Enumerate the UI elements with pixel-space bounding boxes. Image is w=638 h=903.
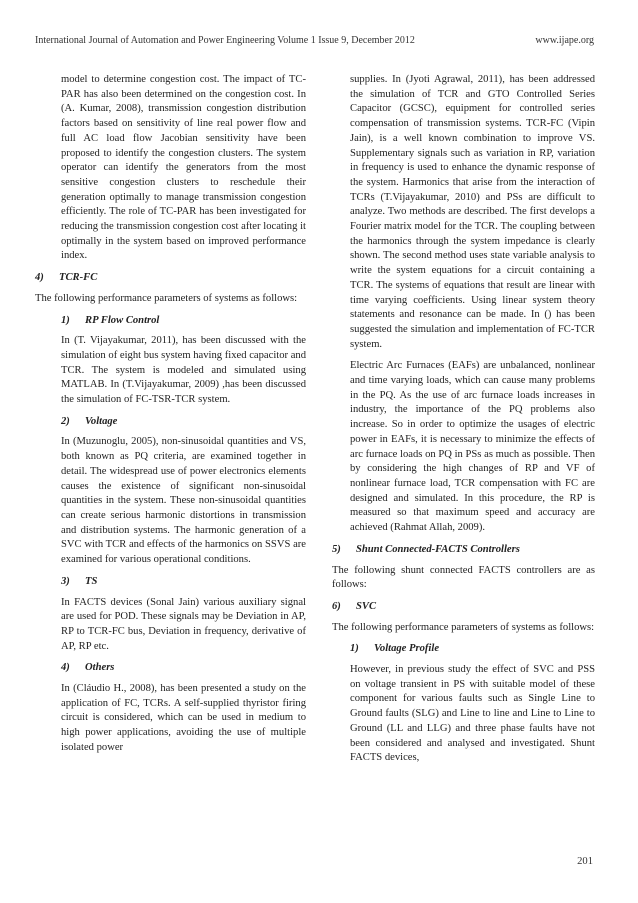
subsection-number: 1) <box>350 643 359 655</box>
section-number: 5) <box>332 543 341 555</box>
subsection-heading-ts <box>61 575 306 590</box>
paragraph-intro: model to determine congestion cost. The impact of TC-PAR has also been determined on the congestion cost. In (A. Kumar, 2008), transmission congestion distribution factors based on sensitivity of line real power flow and full AC load flow Jacobian sensitivity have been proposed to identify the congestion clusters. The system operator can identify the generators from the most sensitive congestion clusters to reschedule their generation optimally to manage transmission congestion efficiently. The role of TC-PAR has been investigated for reducing the transmission congestion cost after locating it optimally in the system based on improved performance index. <box>61 74 306 262</box>
subsection-title: Others <box>85 662 115 674</box>
section-heading-shunt-facts <box>332 543 595 558</box>
section-title: SVC <box>356 600 377 612</box>
subsection-title: Voltage <box>85 415 118 427</box>
paragraph-voltage-profile: However, in previous study the effect of SVC and PSS on voltage transient in PS with suitable model of these component for various faults such as Single Line to Ground faults (SLG) and Line to line and Line to Line to Ground (LL and LLG) and three phase faults have not been considered and analysed and investigated. Shunt FACTS devices, <box>350 664 595 764</box>
section-title: TCR-FC <box>59 272 98 284</box>
section-number: 4) <box>35 272 44 284</box>
paragraph-voltage: In (Muzunoglu, 2005), non-sinusoidal quantities and VS, both known as PQ criteria, are examined together in detail. The widespread use of power electronics elements causes the existence of significant non-sinusoidal quantities in the system. These non-sinusoidal quantities can create serious harmonic distortions in transmission and distribution systems. The harmonic generation of a SVC with TCR and effects of the harmonics on SSVS are examined for various operational conditions. <box>61 436 306 566</box>
subsection-title: Voltage Profile <box>374 643 440 655</box>
section-heading-tcr-fc <box>35 271 306 286</box>
section-text: The following performance parameters of systems as follows: <box>332 621 595 633</box>
section-heading-svc <box>332 600 595 615</box>
paragraph-ts: In FACTS devices (Sonal Jain) various auxiliary signal are used for POD. These signals may be Deviation in AP, RP to TCR-FC bus, Deviation in frequency, derivative of AP, RP etc. <box>61 596 306 652</box>
right-column <box>332 73 595 773</box>
journal-url: www.ijape.org <box>535 35 594 46</box>
subsection-title: TS <box>85 575 98 587</box>
subsection-number: 2) <box>61 415 70 427</box>
section-number: 6) <box>332 600 341 612</box>
subsection-number: 1) <box>61 314 70 326</box>
subsection-heading-others <box>61 661 306 676</box>
section-text: The following shunt connected FACTS controllers are as follows: <box>332 564 595 591</box>
section-text: The following performance parameters of systems as follows: <box>35 292 298 304</box>
paragraph-continued: supplies. In (Jyoti Agrawal, 2011), has been addressed the simulation of TCR and GTO Controlled Series Capacitor (GCSC), equipment for controlled series compensation of transmission systems. TCR-FC (Vipin Jain), is a well known combination to improve VS. Supplementary signals such as variation in RP, variation in frequency is used to enhance the dynamic response of the system. Harmonics that arise from the interaction of TCRs (T.Vijayakumar, 2010) and PSs are difficult to analyze. Two methods are described. The first develops a Fourier matrix model for the TCR. The coupling between the harmonics through the system impedance is clearly shown. The second method uses state variable analysis to write the system equations for a circuit containing a TCR. The systems of equations that result are linear with time varying coefficients. Using linear system theory statements and resonance can be made. In () has been suggested the simulation and implementation of FC-TCR system. <box>350 74 595 350</box>
subsection-heading-rp-flow <box>61 314 306 329</box>
paragraph-eaf: Electric Arc Furnaces (EAFs) are unbalanced, nonlinear and time varying loads, which can cause many problems in the PQ. As the use of arc furnace loads increases in industry, the importance of the PQ problems also increase. So in order to optimize the usages of electric power in EAFs, it is necessary to minimize the effects of arc furnace loads on PQ in PSs as much as possible. Then by considering the high changes of RP and VF of nonlinear furnace load, TCR compensation with FC are designed and simulated. In this procedure, the RP is measured so that maximum speed and accuracy are achieved (Rahmat Allah, 2009). <box>350 360 595 534</box>
subsection-heading-voltage <box>61 415 306 430</box>
subsection-number: 4) <box>61 662 70 674</box>
paragraph-rp-flow: In (T. Vijayakumar, 2011), has been discussed with the simulation of eight bus system having fixed capacitor and TCR. The system is modeled and simulated using MATLAB. In (T.Vijayakumar, 2009) ,has been discussed the simulation of FC-TSR-TCR system. <box>61 335 306 406</box>
left-column <box>35 73 306 763</box>
journal-title: International Journal of Automation and Power Engineering Volume 1 Issue 9, December 2012 <box>35 35 415 46</box>
subsection-number: 3) <box>61 575 70 587</box>
subsection-title: RP Flow Control <box>85 314 160 326</box>
section-title: Shunt Connected-FACTS Controllers <box>356 543 520 555</box>
page-number: 201 <box>577 856 593 867</box>
subsection-heading-voltage-profile <box>350 642 595 657</box>
paragraph-others: In (Cláudio H., 2008), has been presented a study on the application of FC, TCRs. A self-supplied thyristor firing circuit is considered, which can be used in medium to high power applications, avoiding the use of multiple isolated power <box>61 683 306 753</box>
